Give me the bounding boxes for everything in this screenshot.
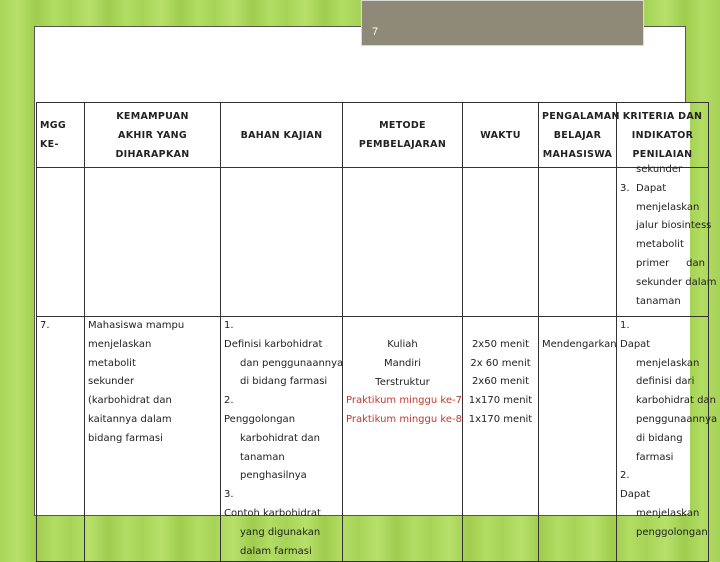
- cell-metode-empty: [343, 168, 463, 317]
- cell-mgg-empty: [37, 168, 85, 317]
- header-bahan-kajian: BAHAN KAJIAN: [221, 103, 343, 168]
- cell-waktu-empty: [463, 168, 539, 317]
- header-kemampuan: KEMAMPUAN AKHIR YANG DIHARAPKAN: [85, 103, 221, 168]
- syllabus-table: [36, 102, 718, 562]
- header-metode: METODE PEMBELAJARAN: [343, 103, 463, 168]
- page-number: 7: [372, 26, 379, 38]
- cell-metode: Kuliah Mandiri Terstruktur Praktikum minggu ke-7 Praktikum minggu ke-8: [343, 317, 463, 562]
- cell-pengalaman: Mendengarkan: [539, 317, 617, 562]
- header-pengalaman: PENGALAMAN BELAJAR MAHASISWA: [539, 103, 617, 168]
- header-row: [37, 103, 709, 168]
- header-waktu: WAKTU: [463, 103, 539, 168]
- cell-bahan-kajian: 1. Definisi karbohidrat dan penggunaannya di bidang farmasi 2. Penggolongan karbohidrat dan tanaman penghasilnya 3. Contoh karbohidrat yang digunakan dalam farmasi: [221, 317, 343, 562]
- header-mgg: MGG KE-: [37, 103, 85, 168]
- page-number-tab: [361, 0, 644, 46]
- cell-kriteria: 1. Dapat menjelaskan definisi dari karbohidrat dan penggunaannya di bidang farmasi 2. Dapat menjelaskan penggolongan: [617, 317, 709, 562]
- cell-pengalaman-empty: [539, 168, 617, 317]
- cell-waktu: 2x50 menit 2x 60 menit 2x60 menit 1x170 menit 1x170 menit: [463, 317, 539, 562]
- syllabus-table-container: [36, 102, 718, 557]
- header-kriteria: KRITERIA DAN INDIKATOR PENILAIAN: [617, 103, 709, 168]
- cell-bahan-empty: [221, 168, 343, 317]
- cell-mgg: 7.: [37, 317, 85, 562]
- table-row-continued: [37, 168, 709, 317]
- cell-kriteria-continued: sekunder 3. Dapat menjelaskan jalur biosintess metabolit primer dan sekunder dalam tanaman: [617, 168, 709, 317]
- cell-kemampuan: Mahasiswa mampu menjelaskan metabolit sekunder (karbohidrat dan kaitannya dalam bidang farmasi: [85, 317, 221, 562]
- cell-kemampuan-empty: [85, 168, 221, 317]
- table-row-week-7: [37, 317, 709, 562]
